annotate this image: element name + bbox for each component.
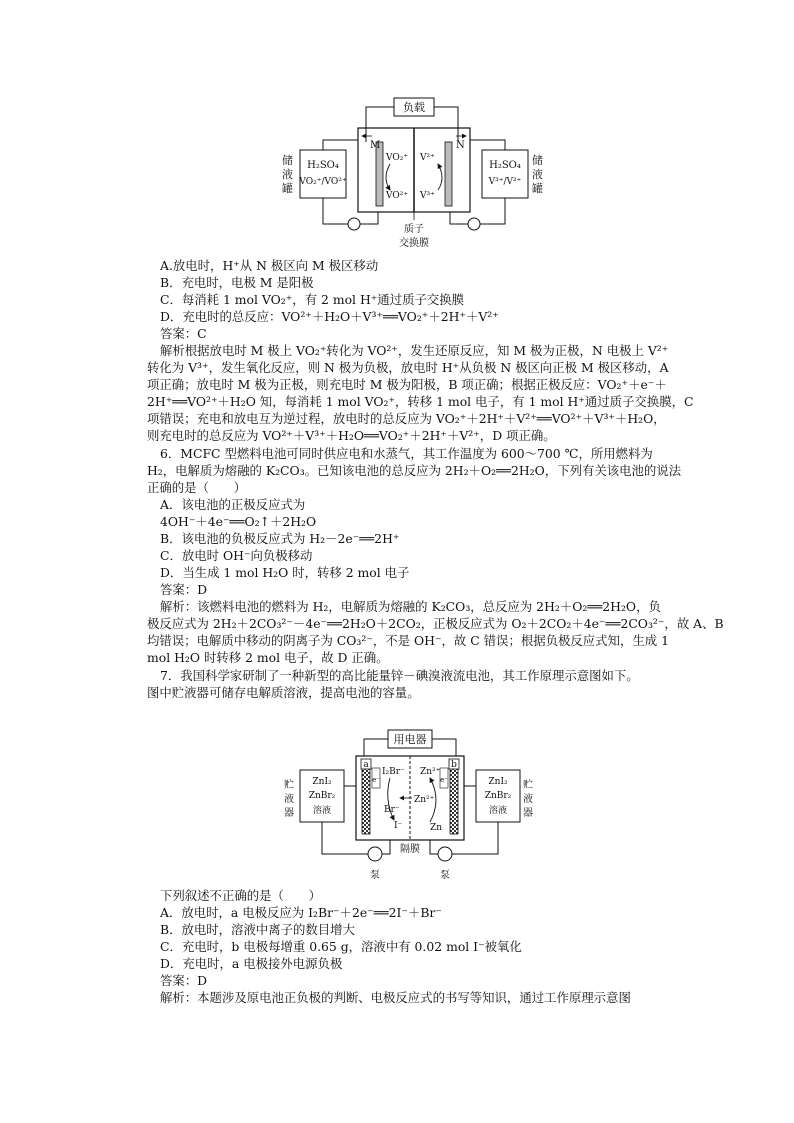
question-7-prompt: 下列叙述不正确的是（ ） — [160, 888, 322, 903]
question-5-analysis-line: 转化为 V³⁺，发生氧化反应，则 N 极为负极，放电时 H⁺从负极 N 极区向正极 M 极区移动，A — [147, 360, 669, 375]
question-5-analysis-line: 则充电时的总反应为 VO²⁺＋V³⁺＋H₂O══VO₂⁺＋2H⁺＋V²⁺，D 项正确。 — [147, 428, 556, 443]
question-5-analysis-line: 2H⁺══VO²⁺＋H₂O 知，每消耗 1 mol VO₂⁺，转移 1 mol 电子，有 1 mol H⁺通过质子交换膜，C — [147, 394, 694, 409]
question-6-option-c: C．放电时 OH⁻向负极移动 — [160, 548, 313, 563]
question-7-analysis-line: 解析：本题涉及原电池正负极的判断、电极反应式的书写等知识，通过工作原理示意图 — [160, 990, 631, 1005]
right-tank-label-1: 储 — [532, 154, 543, 167]
question-5-option-d: D．充电时的总反应：VO²⁺＋H₂O＋V³⁺══VO₂⁺＋2H⁺＋V²⁺ — [160, 309, 499, 324]
left-tank-solution-1: H₂SO₄ — [307, 160, 339, 171]
question-7-option-b: B．放电时，溶液中离子的数目增大 — [160, 922, 355, 937]
electron-left: e⁻ — [372, 776, 380, 784]
question-6-analysis-line: 均错误；电解质中移动的阴离子为 CO₃²⁻，不是 OH⁻，故 C 错误；根据负极反应式知，生成 1 — [147, 633, 669, 648]
left-reservoir-solution-1: ZnI₂ — [312, 777, 332, 787]
right-reservoir-label-1: 贮 — [523, 780, 533, 791]
question-6-stem: 正确的是（ ） — [147, 480, 247, 495]
question-6-analysis-line: 解析：该燃料电池的燃料为 H₂，电解质为熔融的 K₂CO₃，总反应为 2H₂＋O₂══2H₂O，负 — [160, 599, 661, 614]
n-top-ion: V²⁺ — [420, 153, 435, 163]
right-tank-label-3: 罐 — [532, 182, 543, 195]
left-pump — [348, 218, 360, 230]
m-bottom-ion: VO²⁺ — [386, 191, 409, 201]
right-reservoir-solution-2: ZnBr₂ — [484, 791, 512, 801]
zinc-metal: Zn — [430, 823, 443, 833]
question-6-analysis-line: mol H₂O 时转移 2 mol 电子，故 D 正确。 — [147, 650, 389, 665]
question-6-stem: 6．MCFC 型燃料电池可同时供应电和水蒸气，其工作温度为 600～700 ℃，所用燃料为 — [160, 446, 653, 461]
question-6-option-d: D．当生成 1 mol H₂O 时，转移 2 mol 电子 — [160, 565, 410, 580]
right-pump-label: 泵 — [440, 870, 450, 881]
membrane-label-1: 质子 — [404, 224, 424, 235]
bromide-ion: Br⁻ — [384, 805, 400, 815]
electrode-n-label: N — [456, 140, 465, 151]
zinc-ion-top: Zn²⁺ — [420, 767, 441, 777]
zinc-iodine-bromide-flow-battery-diagram — [278, 726, 536, 884]
right-tank — [482, 150, 528, 198]
left-reservoir-solution-3: 溶液 — [312, 806, 332, 816]
question-7-stem: 7．我国科学家研制了一种新型的高比能量锌－碘溴液流电池，其工作原理示意图如下。 — [160, 668, 639, 683]
right-reservoir-label-3: 器 — [523, 808, 533, 819]
electrode-b-label: b — [451, 760, 457, 770]
right-reservoir-label-2: 液 — [523, 794, 533, 805]
question-5-analysis-line: 项正确；放电时 M 极为正极，则充电时 M 极为阳极，B 项正确；根据正极反应：VO₂⁺＋e⁻＋ — [147, 377, 667, 392]
left-pump-label: 泵 — [370, 870, 380, 881]
right-reservoir-solution-3: 溶液 — [488, 806, 508, 816]
left-tank-solution-2: VO₂⁺/VO²⁺ — [299, 177, 347, 187]
question-7-option-d: D．充电时，a 电极接外电源负极 — [160, 956, 343, 971]
question-6-answer: 答案：D — [160, 582, 208, 597]
right-tank-solution-1: H₂SO₄ — [489, 160, 521, 171]
electrode-a-label: a — [363, 760, 369, 770]
left-reservoir-label-1: 贮 — [284, 780, 294, 791]
right-pump — [438, 847, 452, 861]
question-5-analysis-line: 解析根据放电时 M 极上 VO₂⁺转化为 VO²⁺，发生还原反应，知 M 极为正极，N 电极上 V²⁺ — [160, 343, 669, 358]
question-7-option-c: C．充电时，b 电极每增重 0.65 g，溶液中有 0.02 mol I⁻被氧化 — [160, 939, 522, 954]
zinc-ion-mid: Zn²⁺ — [414, 795, 435, 805]
electrode-m — [376, 142, 383, 206]
separator-label: 隔膜 — [400, 844, 420, 855]
question-5-option-b: B．充电时，电极 M 是阳极 — [160, 275, 314, 290]
right-tank-label-2: 液 — [532, 168, 543, 181]
electrode-m-label: M — [370, 140, 381, 151]
left-tank — [300, 150, 346, 198]
iodide-ion: I⁻ — [394, 821, 403, 831]
left-reservoir-solution-2: ZnBr₂ — [308, 791, 336, 801]
left-reservoir-label-2: 液 — [284, 794, 294, 805]
question-5-option-c: C．每消耗 1 mol VO₂⁺，有 2 mol H⁺通过质子交换膜 — [160, 292, 465, 307]
question-5-answer: 答案：C — [160, 326, 207, 341]
vanadium-flow-battery-diagram — [278, 96, 548, 256]
question-7-option-a: A．放电时，a 电极反应为 I₂Br⁻＋2e⁻══2I⁻＋Br⁻ — [160, 905, 442, 920]
right-reservoir-solution-1: ZnI₂ — [488, 777, 508, 787]
question-5-option-a: A.放电时，H⁺从 N 极区向 M 极区移动 — [160, 258, 379, 273]
electrode-b — [450, 768, 458, 834]
right-pump — [468, 218, 480, 230]
electrode-a — [362, 768, 370, 834]
membrane-label-2: 交换膜 — [399, 238, 429, 249]
question-6-analysis-line: 极反应式为 2H₂＋2CO₃²⁻－4e⁻══2H₂O＋2CO₂，正极反应式为 O₂＋2CO₂＋4e⁻══2CO₃²⁻，故 A、B — [147, 616, 724, 631]
right-tank-solution-2: V³⁺/V²⁺ — [488, 177, 522, 187]
load-label: 负载 — [403, 101, 425, 114]
i2br-ion: I₂Br⁻ — [382, 767, 405, 777]
left-pump — [368, 847, 382, 861]
appliance-label: 用电器 — [393, 733, 427, 746]
left-tank-label-2: 液 — [282, 168, 293, 181]
left-tank-label-1: 储 — [282, 154, 293, 167]
question-6-stem: H₂，电解质为熔融的 K₂CO₃。已知该电池的总反应为 2H₂＋O₂══2H₂O，下列有关该电池的说法 — [147, 463, 682, 478]
m-top-ion: VO₂⁺ — [386, 153, 409, 163]
electrode-n — [445, 142, 452, 206]
question-7-answer: 答案：D — [160, 973, 208, 988]
question-5-analysis-line: 项错误；充电和放电互为逆过程，放电时的总反应为 VO₂⁺＋2H⁺＋V²⁺══VO²⁺＋V³⁺＋H₂O， — [147, 411, 666, 426]
left-reservoir-label-3: 器 — [284, 808, 294, 819]
question-7-stem: 图中贮液器可储存电解质溶液，提高电池的容量。 — [147, 685, 420, 700]
question-6-option-b: B．该电池的负极反应式为 H₂－2e⁻══2H⁺ — [160, 531, 400, 546]
question-6-option-a-equation: 4OH⁻＋4e⁻══O₂↑＋2H₂O — [160, 514, 317, 529]
question-6-option-a: A．该电池的正极反应式为 — [160, 497, 306, 512]
electron-right: e⁻ — [440, 776, 448, 784]
left-tank-label-3: 罐 — [282, 182, 293, 195]
n-bottom-ion: V³⁺ — [420, 191, 435, 201]
